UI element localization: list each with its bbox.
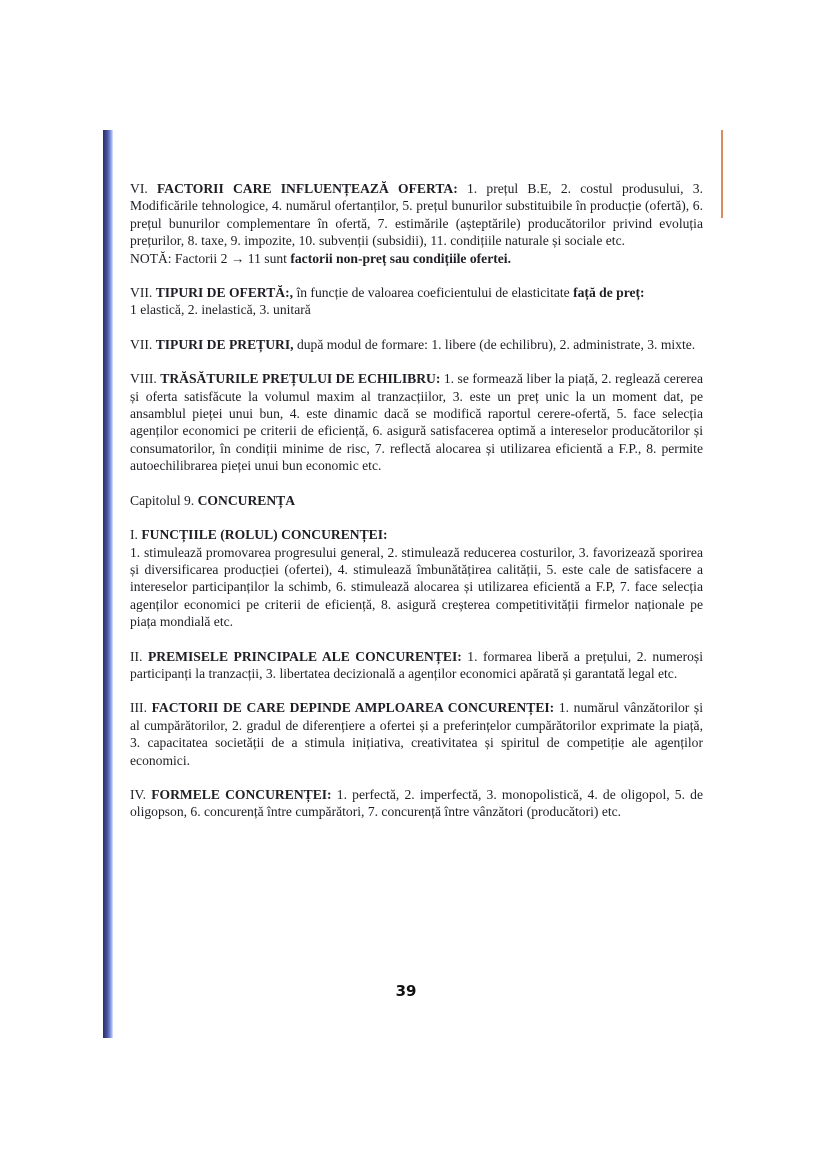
section-number: IV. (130, 786, 146, 802)
section-title: TIPURI DE OFERTĂ:, (155, 285, 294, 301)
section-text: 1. prețul B.E, 2. costul produsului, 3. Modificările tehnologice, 4. numărul ofertanților, 5. prețul bunurilor substituibile în producție (ofertă), 6. prețul bunurilor complementare în ofertă, 7. estimările (așteptările) producătorilor privind evoluția prețurilor, 8. taxe, 9. impozite, 10. subvenții (subsidii), 11. condițiile naturale și sociale etc. (130, 181, 703, 249)
section-competition-factors (130, 699, 703, 769)
page-number: 39 (395, 982, 417, 1000)
section-text-bold: față de preț: (573, 285, 645, 301)
section-text: 1. formarea liberă a prețului, 2. numeroși participanți la tranzacții, 3. libertatea decizională a agenților economici apărată și garantată legal etc. (130, 648, 703, 681)
section-text: 1. perfectă, 2. imperfectă, 3. monopolistică, 4. de oligopol, 5. de oligopson, 6. concurență între cumpărători, 7. concurență între vânzători (producători) etc. (130, 786, 703, 820)
note-bold: factorii non-preț sau condițiile ofertei. (290, 250, 511, 266)
section-number: VII. (130, 336, 153, 352)
section-list: 1 elastică, 2. inelastică, 3. unitară (130, 302, 311, 318)
section-title: FORMELE CONCURENȚEI: (151, 786, 332, 802)
section-price-types (130, 336, 703, 353)
section-number: VI. (130, 181, 148, 196)
page-content (130, 180, 703, 838)
section-number: I. (130, 527, 138, 543)
note-prefix: NOTĂ: Factorii 2 → 11 sunt (130, 250, 287, 266)
section-text: 1. stimulează promovarea progresului general, 2. stimulează reducerea costurilor, 3. favorizează sporirea și diversificarea producției (ofertei), 4. stimulează îmbunătățirea calității, 5. este cale de satisfacere a intereselor participanților la schimb, 6. stimulează alocarea și utilizarea eficientă a F.P, 7. face selecția agenților economici pe criterii de eficiență, 8. asigură creșterea competitivității firmelor naționale pe piața mondială etc. (130, 544, 703, 630)
section-competition-forms (130, 786, 703, 821)
section-number: II. (130, 648, 143, 664)
section-text: 1. se formează liber la piață, 2. reglează cererea și oferta satisfăcute la volumul maxim al tranzacțiilor, 3. este un preț unic la un moment dat, pe ansamblul pieței unui bun, 4. este dinamic dacă se modifică raportul cerere-ofertă, 5. face selecția agenților economici pe criterii de eficiență, 6. asigură satisfacerea optimă a intereselor producătorilor și consumatorilor, în condiții minime de risc, 7. reflectă alocarea și utilizarea eficientă a F.P., 8. permite autoechilibrarea pieței unui bun economic etc. (130, 371, 703, 474)
section-text: 1. numărul vânzătorilor și al cumpărătorilor, 2. gradul de diferențiere a ofertei și a preferințelor cumpărătorilor exprimate la piață, 3. capacitatea societății de a stimula inițiativa, creativitatea și spiritul de competiție ale agenților economici. (130, 700, 703, 768)
section-number: VII. (130, 285, 153, 301)
section-number: III. (130, 700, 147, 716)
section-competition-premises (130, 648, 703, 683)
section-supply-types (130, 284, 703, 319)
section-number: VIII. (130, 371, 157, 387)
chapter-heading (130, 492, 703, 509)
section-title: TRĂSĂTURILE PREȚULUI DE ECHILIBRU: (160, 371, 441, 387)
section-title: TIPURI DE PREȚURI, (155, 336, 294, 352)
section-equilibrium-price (130, 370, 703, 474)
section-title: FUNCȚIILE (ROLUL) CONCURENȚEI: (141, 527, 388, 543)
page-edge-bar (103, 130, 113, 1038)
section-text: după modul de formare: 1. libere (de echilibru), 2. administrate, 3. mixte. (296, 336, 696, 352)
section-text: în funcție de valoarea coeficientului de elasticitate (296, 285, 570, 301)
section-title: PREMISELE PRINCIPALE ALE CONCURENȚEI: (147, 648, 462, 664)
decorative-line (721, 130, 723, 218)
chapter-title: CONCURENȚA (197, 492, 296, 508)
section-factors-supply (130, 180, 703, 267)
chapter-prefix: Capitolul 9. (130, 492, 195, 508)
section-title: FACTORII DE CARE DEPINDE AMPLOAREA CONCURENȚEI: (151, 700, 555, 716)
section-competition-functions (130, 526, 703, 630)
section-title: FACTORII CARE INFLUENȚEAZĂ OFERTA: (157, 181, 458, 196)
